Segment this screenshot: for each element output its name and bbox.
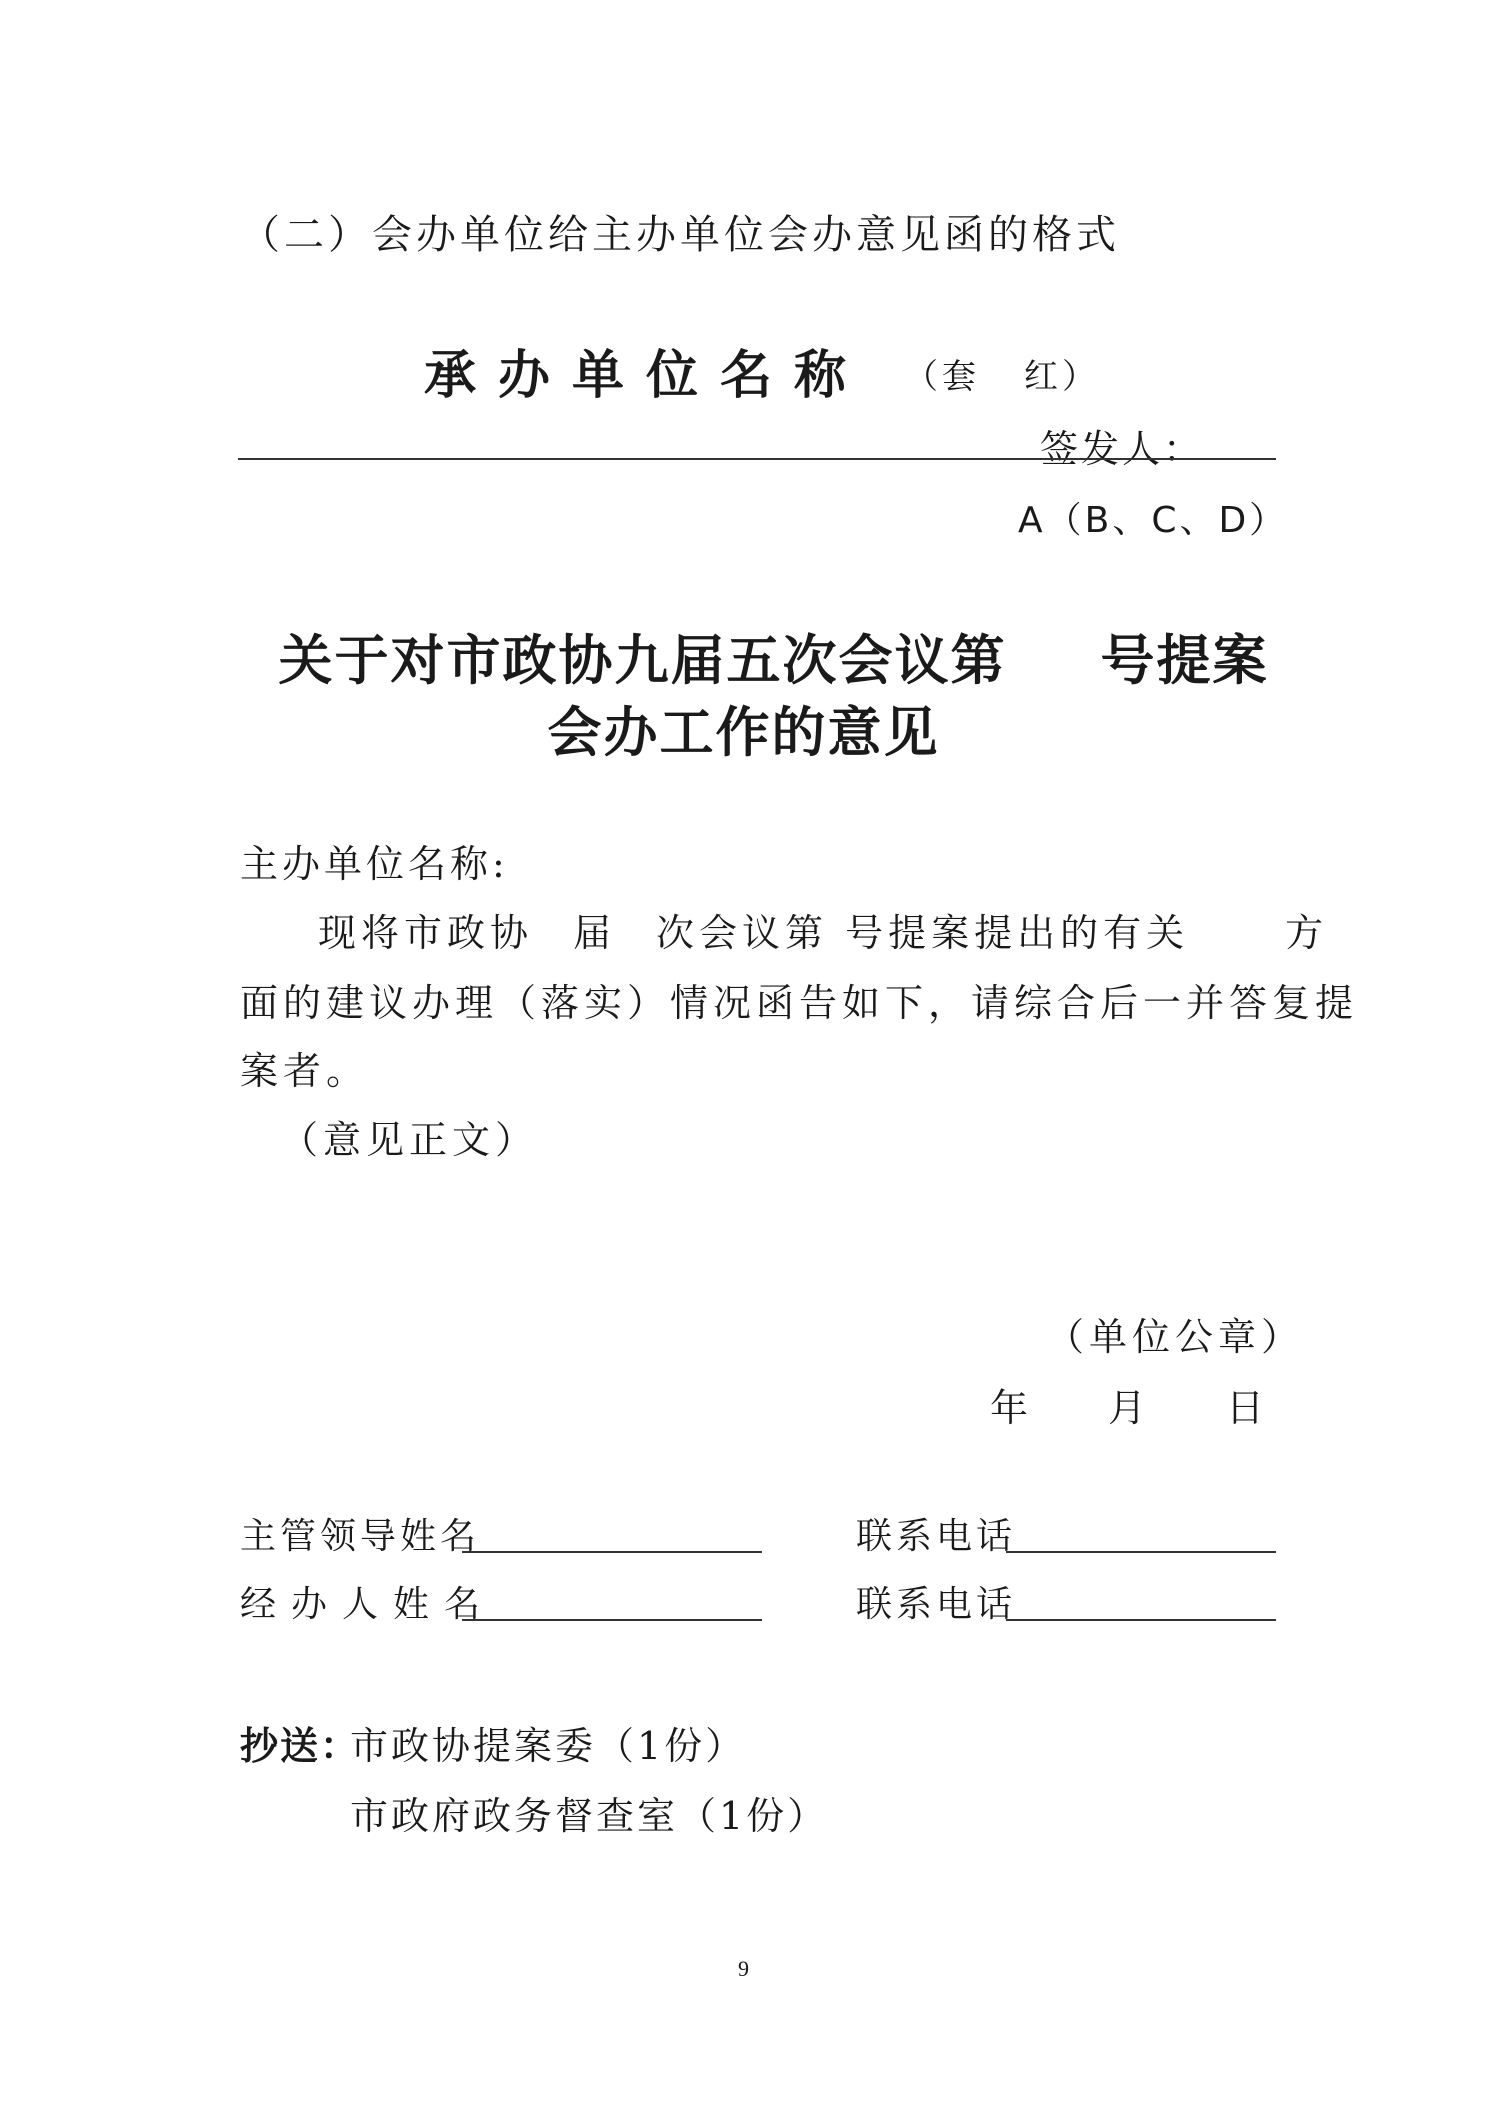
signer-label: 签发人： <box>1040 427 1205 471</box>
date-month: 月 <box>1108 1386 1147 1430</box>
leader-phone-label: 联系电话 <box>856 1516 1017 1557</box>
leader-name-label: 主管领导姓名 <box>240 1516 481 1557</box>
red-header-note-right: 红） <box>1024 357 1100 397</box>
document-title-line-1 <box>0 618 1487 695</box>
body-line-1-b: 届 <box>573 911 617 955</box>
handler-name-label: 经办人姓名 <box>240 1584 496 1625</box>
red-header-note <box>904 349 1100 398</box>
body-placeholder: （意见正文） <box>280 1118 539 1162</box>
handler-phone-label: 联系电话 <box>856 1584 1017 1625</box>
header-divider <box>238 458 1276 460</box>
date-day: 日 <box>1226 1386 1265 1430</box>
cc-recipient: 市政府政务督查室（1份） <box>350 1794 829 1838</box>
leader-name-field[interactable] <box>462 1551 762 1553</box>
section-heading: （二）会办单位给主办单位会办意见函的格式 <box>240 212 1120 258</box>
body-line-1 <box>318 902 1328 957</box>
red-header-note-left: （套 <box>904 357 980 397</box>
document-title-line-2: 会办工作的意见 <box>547 700 940 764</box>
body-line-1-c: 次会议第 号提案提出的有关 <box>656 911 1190 955</box>
leader-phone-field[interactable] <box>1006 1551 1276 1553</box>
body-line-2: 面的建议办理（落实）情况函告如下，请综合后一并答复提 <box>240 981 1359 1025</box>
cc-recipient: 市政协提案委（1份） <box>350 1724 747 1768</box>
body-line-1-d: 方 <box>1285 911 1329 955</box>
body-line-1-a: 现将市政协 <box>318 911 534 955</box>
handler-name-field[interactable] <box>462 1619 762 1621</box>
date-line <box>990 1377 1264 1432</box>
title-line-1-left: 关于对市政协九届五次会议第 <box>278 628 1007 692</box>
title-line-1-right: 号提案 <box>1100 628 1269 692</box>
body-line-3: 案者。 <box>240 1049 370 1093</box>
copy-code: A（B、C、D） <box>1018 500 1289 541</box>
issuing-unit-name: 承办单位名称 <box>424 346 869 406</box>
handler-phone-field[interactable] <box>1006 1619 1276 1621</box>
recipient: 主办单位名称: <box>240 842 509 886</box>
page-number: 9 <box>738 1956 749 1981</box>
cc-label: 抄送： <box>240 1724 361 1768</box>
date-year: 年 <box>990 1386 1029 1430</box>
official-seal-placeholder: （单位公章） <box>1046 1315 1305 1359</box>
